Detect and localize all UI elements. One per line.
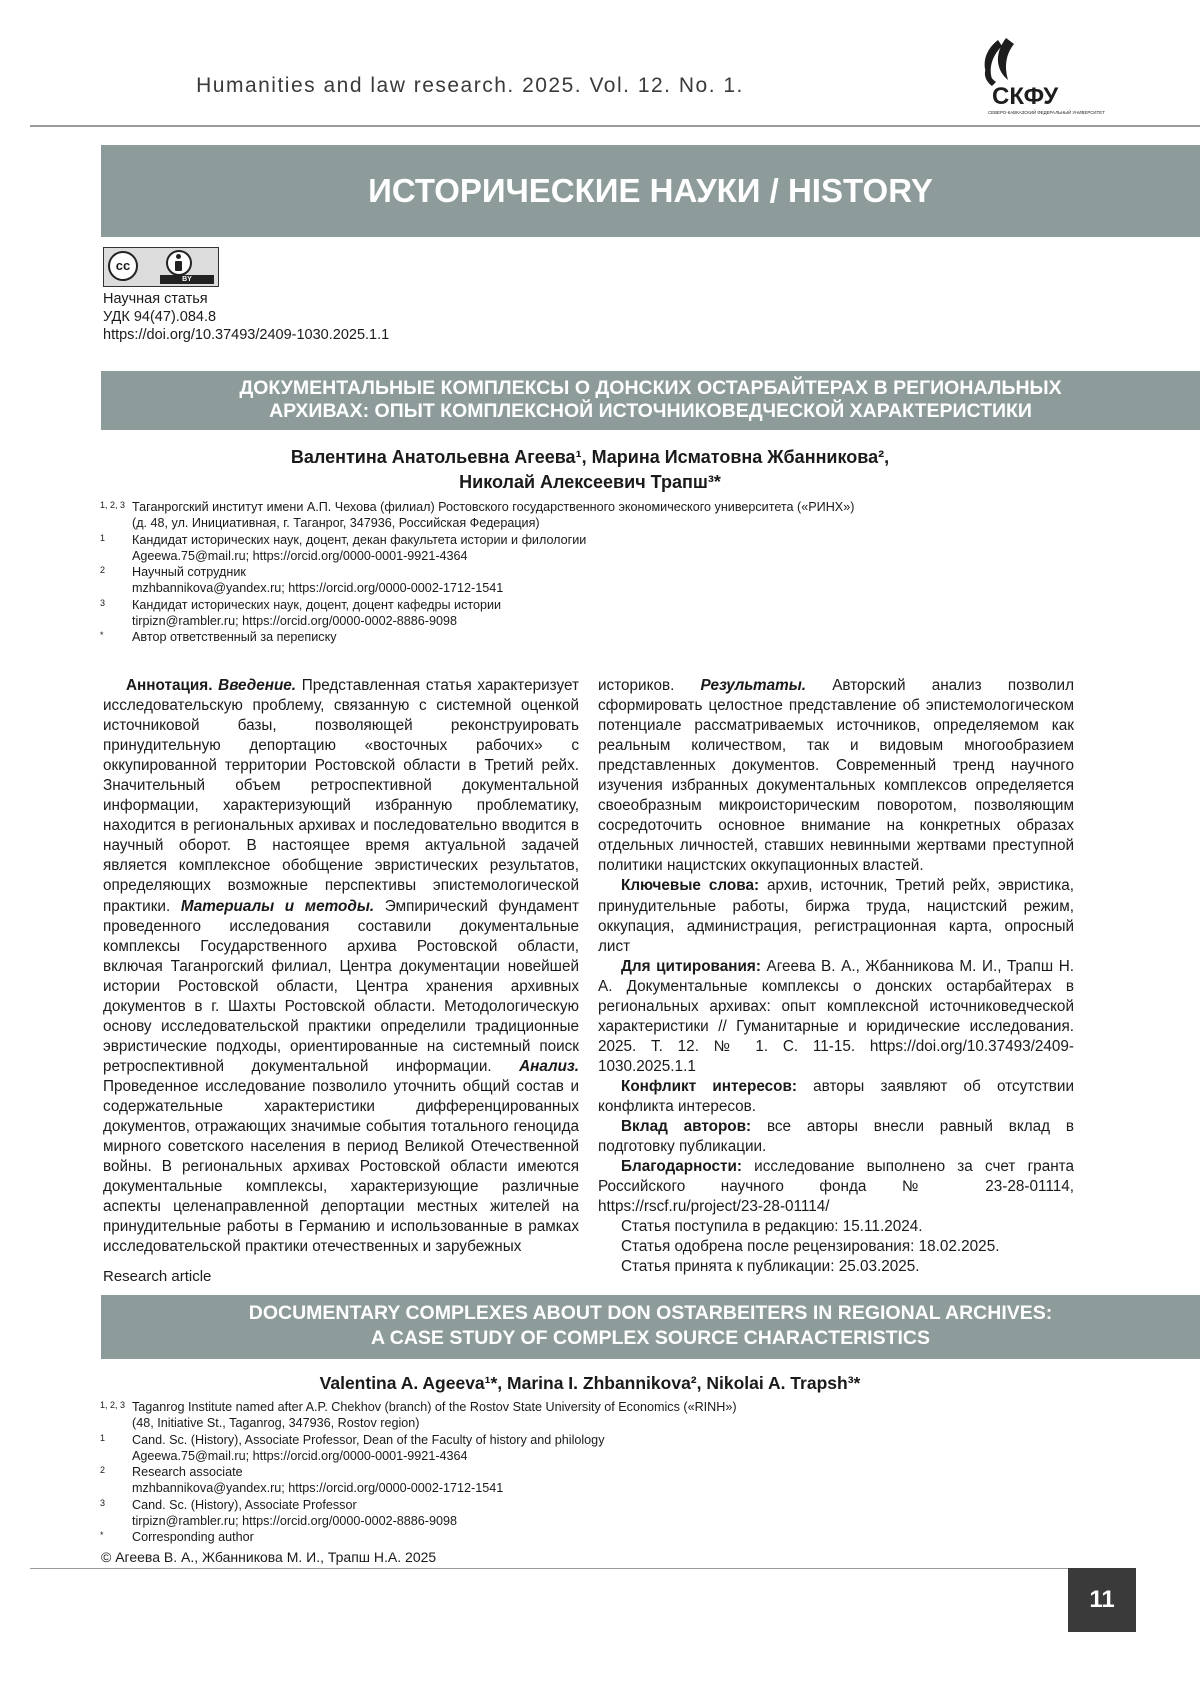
abstract-continuation: историков. Результаты. Авторский анализ позволил сформировать целостное представление об эпистемологическом потенциале рассматриваемых источников, определяемом как реальным количеством, так и видовым многообразием представленных документов. Современный тренд научного изучения избранных документальных комплексов определяется своеобразным микроисторическим поворотом, позволяющим сосредоточить основное внимание на конкретных образах отдельных личностей, ставших невинными жертвами преступной политики нацистских оккупационных властей. (598, 677, 1075, 875)
abstract-column-right (598, 676, 1074, 1277)
affiliation-row: 1, 2, 3 Taganrog Institute named after A.P. Chekhov (branch) of the Rostov State University of Economics («RINH») (100, 1400, 737, 1414)
affiliation-row: (д. 48, ул. Инициативная, г. Таганрог, 347936, Российская Федерация) (132, 516, 540, 531)
affiliation-row: mzhbannikova@yandex.ru; https://orcid.org/0000-0002-1712-1541 (132, 581, 504, 596)
affiliation-row: 3 Cand. Sc. (History), Associate Professor (100, 1497, 357, 1512)
keywords: Ключевые слова: архив, источник, Третий рейх, эвристика, принудительные работы, биржа труда, нацистский режим, оккупация, администрация, регистрационная карта, опросный лист (598, 877, 1075, 955)
title-ru-line2: АРХИВАХ: ОПЫТ КОМПЛЕКСНОЙ ИСТОЧНИКОВЕДЧЕСКОЙ ХАРАКТЕРИСТИКИ (269, 400, 1032, 422)
footer-rule (30, 1568, 1068, 1569)
affiliation-row: (48, Initiative St., Taganrog, 347936, Rostov region) (132, 1416, 420, 1431)
affiliation-row: tirpizn@rambler.ru; https://orcid.org/0000-0002-8886-9098 (132, 614, 458, 629)
copyright: © Агеева В. А., Жбанникова М. И., Трапш Н.А. 2025 (101, 1549, 437, 1565)
affiliations-ru (100, 499, 1100, 646)
affiliation-row: * Автор ответственный за переписку (100, 630, 337, 645)
date-received: Статья поступила в редакцию: 15.11.2024. (621, 1218, 923, 1236)
abstract-paragraph: Аннотация. Введение. Представленная статья характеризует исследовательскую проблему, связанную с системной оценкой источниковой базы, позволяющей реконструировать принудительную депортацию «восточных рабочих» с оккупированной территории Ростовской области в Третий рейх. Значительный объем ретроспективной документальной информации, характеризующий избранную проблематику, находится в региональных архивах и последовательно вводится в научный оборот. В настоящее время актуальной задачей является комплексное обобщение эвристических результатов, определяющих возможные перспективы эпистемологической практики. Материалы и методы. Эмпирический фундамент проведенного исследования составили документальные комплексы Государственного архива Ростовской области, включая Таганрогский филиал, Центра документации новейшей истории Ростовской области, Центра хранения архивных документов в г. Шахты Ростовской области. Методологическую основу исследовательской практики определили традиционные эвристические подходы, ориентированные на системный поиск ретроспективной документальной информации. Анализ. Проведенное исследование позволило уточнить общий состав и содержательные характеристики дифференцированных документов, отражающих значимые события тотального геноцида мирного советского населения в период Великой Отечественной войны. В региональных архивах Ростовской области имеются документальные комплексы, характеризующие различные аспекты целенаправленной депортации местных жителей на принудительные работы в Германию и использованные в рамках исследовательской практики отечественных и зарубежных (103, 677, 579, 1256)
authors-en: Valentina A. Ageeva¹*, Marina I. Zhbannikova², Nikolai A. Trapsh³* (319, 1373, 861, 1393)
affiliation-row: 3 Кандидат исторических наук, доцент, доцент кафедры истории (100, 597, 502, 612)
abstract-column-left (103, 676, 579, 1257)
citation: Для цитирования: Агеева В. А., Жбанникова М. И., Трапш Н. А. Документальные комплексы о донских остарбайтерах в региональных архивах: опыт комплексной источниковедческой характеристики // Гуманитарные и юридические исследования. 2025. Т. 12. № 1. С. 11-15. https://doi.org/10.37493/2409-1030.2025.1.1 (598, 957, 1075, 1075)
affiliation-row: 1 Cand. Sc. (History), Associate Professor, Dean of the Faculty of history and philology (100, 1432, 605, 1447)
affiliation-row: 1, 2, 3 Таганрогский институт имени А.П. Чехова (филиал) Ростовского государственного экономического университета («РИНХ») (100, 500, 855, 514)
authors-ru-line2: Николай Алексеевич Трапш³* (459, 472, 721, 492)
journal-header: Humanities and law research. 2025. Vol. 12. No. 1. (196, 74, 744, 97)
cc-icon: cc (108, 251, 138, 281)
authors-ru-line1: Валентина Анатольевна Агеева¹, Марина Исматовна Жбанникова², (290, 447, 890, 467)
affiliations-en (100, 1399, 1100, 1546)
research-article-label: Research article (103, 1268, 212, 1285)
affiliation-row: Ageewa.75@mail.ru; https://orcid.org/0000-0001-9921-4364 (132, 548, 468, 563)
page-number: 11 (1068, 1568, 1136, 1632)
article-meta (103, 290, 389, 344)
article-type: Научная статья (103, 291, 208, 307)
date-accepted: Статья принята к публикации: 25.03.2025. (621, 1258, 920, 1276)
conflict-of-interest: Конфликт интересов: авторы заявляют об отсутствии конфликта интересов. (598, 1077, 1074, 1115)
affiliation-row: 2 Research associate (100, 1465, 243, 1480)
udc-code: УДК 94(47).084.8 (103, 309, 217, 325)
article-title-ru (101, 371, 1200, 430)
cc-by-license-badge[interactable] (103, 247, 219, 287)
affiliation-row: mzhbannikova@yandex.ru; https://orcid.org/0000-0002-1712-1541 (132, 1481, 504, 1496)
title-ru-line1: ДОКУМЕНТАЛЬНЫЕ КОМПЛЕКСЫ О ДОНСКИХ ОСТАРБАЙТЕРАХ В РЕГИОНАЛЬНЫХ (239, 377, 1062, 399)
affiliation-row: * Corresponding author (100, 1530, 254, 1545)
affiliation-row: 1 Кандидат исторических наук, доцент, декан факультета истории и филологии (100, 532, 587, 547)
by-label: BY (160, 275, 214, 284)
date-approved: Статья одобрена после рецензирования: 18.02.2025. (621, 1238, 1000, 1256)
author-contribution: Вклад авторов: все авторы внесли равный вклад в подготовку публикации. (598, 1118, 1074, 1156)
authors-ru (200, 445, 980, 495)
title-en-line2: A CASE STUDY OF COMPLEX SOURCE CHARACTERISTICS (370, 1327, 931, 1349)
university-logo (968, 34, 1105, 124)
article-title-en (101, 1295, 1200, 1359)
section-banner: ИСТОРИЧЕСКИЕ НАУКИ / HISTORY (101, 145, 1200, 237)
acknowledgments: Благодарности: исследование выполнено за счет гранта Российского научного фонда № 23-28-01114, https://rscf.ru/project/23-28-01114/ (598, 1158, 1074, 1216)
affiliation-row: Ageewa.75@mail.ru; https://orcid.org/0000-0001-9921-4364 (132, 1448, 468, 1463)
logo-text: СКФУ (992, 83, 1059, 110)
affiliation-row: tirpizn@rambler.ru; https://orcid.org/0000-0002-8886-9098 (132, 1514, 458, 1529)
attribution-person-icon (166, 250, 192, 276)
logo-subtitle: СЕВЕРО-КАВКАЗСКИЙ ФЕДЕРАЛЬНЫЙ УНИВЕРСИТЕТ (988, 110, 1105, 115)
doi-link[interactable]: https://doi.org/10.37493/2409-1030.2025.1.1 (103, 327, 390, 343)
header-rule (30, 125, 1200, 127)
affiliation-row: 2 Научный сотрудник (100, 565, 246, 580)
title-en-line1: DOCUMENTARY COMPLEXES ABOUT DON OSTARBEITERS IN REGIONAL ARCHIVES: (248, 1302, 1053, 1324)
